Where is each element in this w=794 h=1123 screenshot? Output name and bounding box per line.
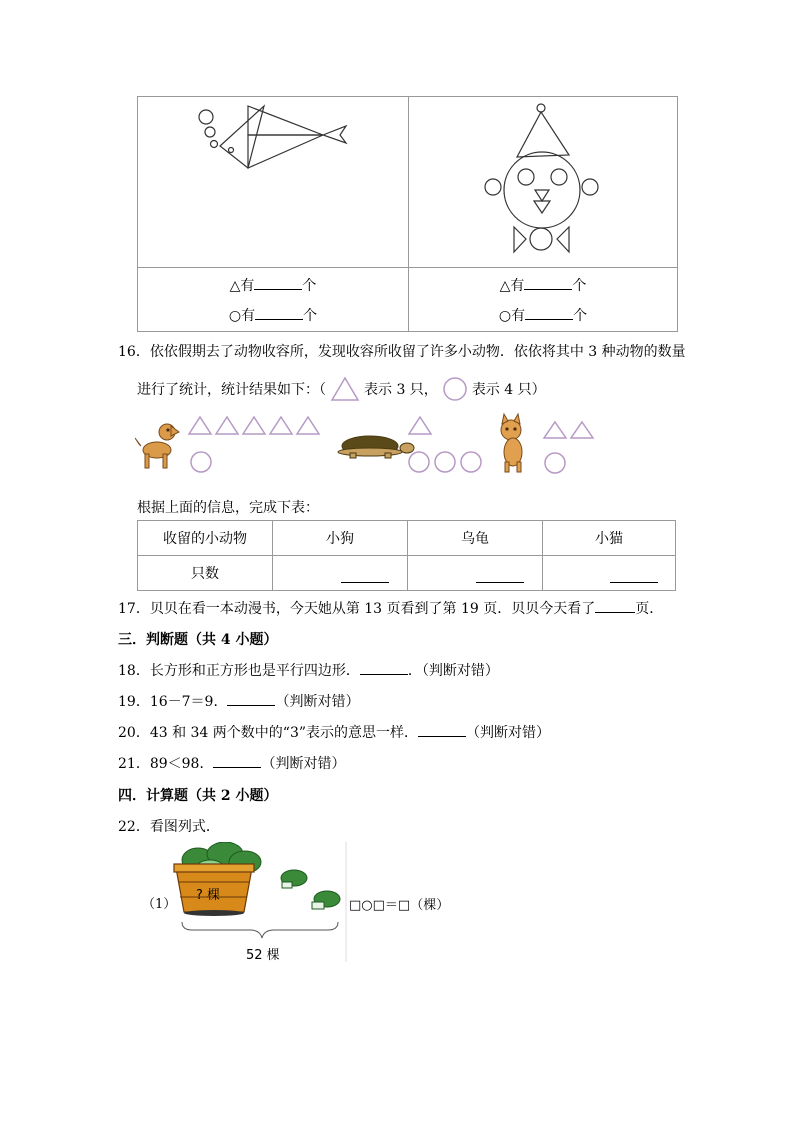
fish-body-triangle [248,135,323,168]
fish-eye [229,148,234,153]
right-ear [582,179,598,195]
bow-right [557,227,569,252]
q19-text: 19．16－7＝9． [118,694,228,710]
q20 [118,722,550,742]
q22-part-label: （1） [142,897,177,912]
turtle-circle-2 [435,452,455,472]
fish-count-cell [138,268,409,332]
turtle-count-cell [408,556,543,591]
circle-count-blank[interactable] [255,305,303,320]
q22-equation: □○□＝□（棵） [349,898,450,913]
triangle-count-blank[interactable] [524,275,572,290]
unit-text: 个 [573,308,588,324]
left-ear [485,179,501,195]
q20-text-end: （判断对错） [466,725,551,741]
unit-text: 个 [572,278,587,294]
q19-text-end: （判断对错） [275,694,360,710]
mouth-triangle [534,201,550,213]
q17-text-end: 页． [635,601,664,617]
bubble-small [211,141,218,148]
triangle-count-blank[interactable] [254,275,302,290]
unit-text: 个 [303,308,318,324]
q18-text-end: ．（判断对错） [407,663,499,679]
triangle-count-label: △有 [499,278,525,294]
fish-tail [323,126,346,143]
q19 [118,691,359,711]
turtle-triangle-1 [409,417,431,434]
section4-heading: 四．计算题（共 2 小题） [118,788,278,804]
loose-cabbage-icon-2 [312,891,340,909]
q18-text: 18．长方形和正方形也是平行四边形． [118,663,360,679]
legend-triangle-text: 表示 3 只， [364,382,438,398]
legend-triangle-icon [330,376,360,402]
triangle-count-label: △有 [229,278,255,294]
cat-circle-1 [545,453,565,473]
cat-count-blank[interactable] [610,568,658,583]
circle-count-label: ○有 [228,308,256,324]
q21-text-end: （判断对错） [261,756,346,772]
q17-text: 17．贝贝在看一本动漫书，今天她从第 13 页看到了第 19 页．贝贝今天看了 [118,601,596,617]
q17-answer-blank[interactable] [595,598,635,613]
q18-answer-blank[interactable] [360,660,408,675]
cat-triangle-2 [571,422,593,438]
cat-count-cell [543,556,676,591]
hat-triangle [517,112,569,157]
bubble-large [199,110,213,124]
header-dog: 小狗 [273,521,408,556]
total-brace [182,922,338,938]
cat-triangle-1 [544,422,566,438]
turtle-icon [338,436,414,458]
shape-count-table [137,96,678,332]
dog-triangle-5 [297,417,319,434]
q20-answer-blank[interactable] [418,722,466,737]
fish-top-triangle [248,106,323,135]
turtle-circle-1 [409,452,429,472]
fish-drawing [138,97,408,267]
q18 [118,660,499,680]
clown-count-cell [409,268,678,332]
circle-count-label: ○有 [498,308,526,324]
animal-count-table [137,520,676,591]
dog-count-cell [273,556,408,591]
header-turtle: 乌龟 [408,521,543,556]
hat-pompom [537,104,545,112]
q20-text: 20．43 和 34 两个数中的“3”表示的意思一样． [118,725,419,741]
clown-drawing [409,97,677,267]
dog-triangle-3 [243,417,265,434]
dog-count-blank[interactable] [341,568,389,583]
bow-left [514,227,526,252]
dog-icon [135,424,179,468]
q21 [118,753,345,773]
section3-heading: 三．判断题（共 4 小题） [118,632,278,648]
circle-count-blank[interactable] [525,305,573,320]
q16-line2-text: 进行了统计，统计结果如下：（ [137,382,326,398]
unit-text: 个 [302,278,317,294]
fish-figure-cell [138,97,409,268]
cat-icon [501,414,522,472]
header-cat: 小猫 [543,521,676,556]
q19-answer-blank[interactable] [227,691,275,706]
bow-center [530,228,552,250]
clown-figure-cell [409,97,678,268]
q21-answer-blank[interactable] [213,753,261,768]
dog-triangle-1 [189,417,211,434]
basket-unknown-label: ? 棵 [196,888,221,903]
q21-text: 21．89＜98． [118,756,214,772]
bubble-medium [205,127,215,137]
fish-head-triangle [220,106,264,168]
total-count-label: 52 棵 [246,948,280,963]
animal-tally-picture [135,410,605,482]
legend-circle-icon [442,376,468,402]
q16-line1: 16．依依假期去了动物收容所，发现收容所收留了许多小动物．依依将其中 3 种动物的数量 [118,344,686,360]
left-eye [518,169,534,185]
row-label-count: 只数 [138,556,273,591]
q16-instruction: 根据上面的信息，完成下表： [137,500,319,516]
dog-triangle-2 [216,417,238,434]
turtle-circle-3 [461,452,481,472]
dog-triangle-4 [270,417,292,434]
nose-triangle [535,190,549,201]
q16-line2 [137,376,546,402]
turtle-count-blank[interactable] [476,568,524,583]
dog-circle-1 [191,452,211,472]
q17 [118,598,663,618]
loose-cabbage-icon-1 [281,870,307,888]
right-eye [551,169,567,185]
header-animal: 收留的小动物 [138,521,273,556]
legend-circle-text: 表示 4 只） [471,382,546,398]
q22-title: 22．看图列式． [118,819,220,835]
